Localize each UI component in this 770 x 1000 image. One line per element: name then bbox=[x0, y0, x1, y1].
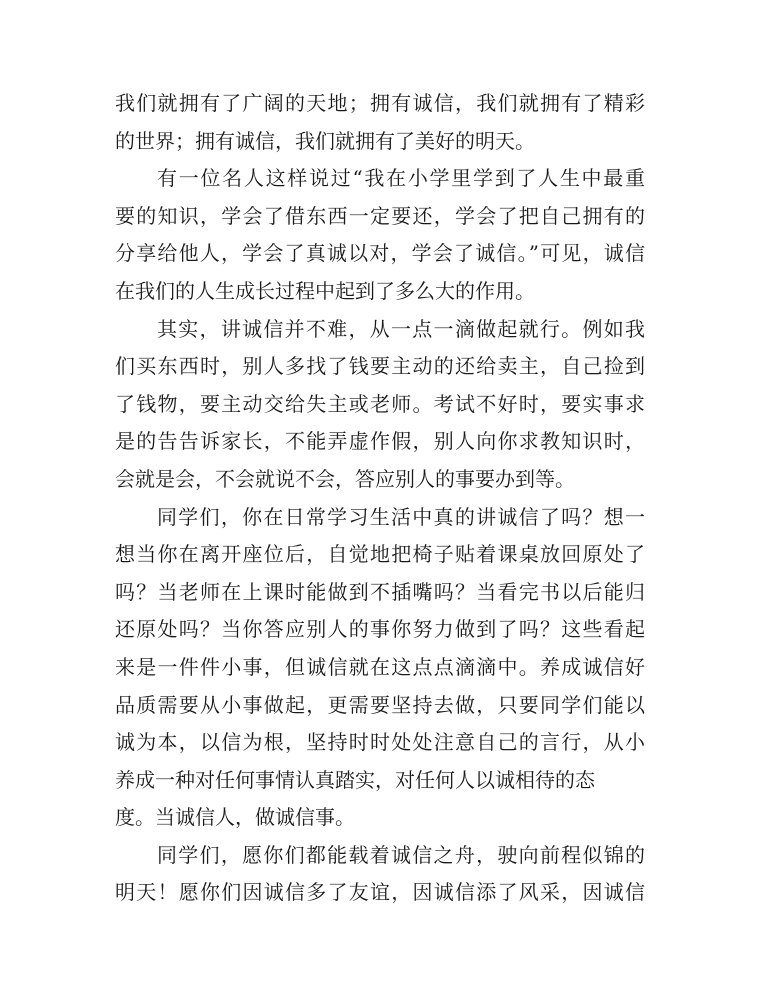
text-line: 了钱物，要主动交给失主或老师。考试不好时，要实事求 bbox=[115, 391, 645, 416]
text-line: 们买东西时，别人多找了钱要主动的还给卖主，自己捡到 bbox=[115, 354, 645, 379]
text-line: 在我们的人生成长过程中起到了多么大的作用。 bbox=[115, 278, 535, 303]
text-line: 度。当诚信人，做诚信事。 bbox=[115, 805, 355, 830]
text-line: 是的告告诉家长，不能弄虚作假，别人向你求教知识时， bbox=[115, 429, 645, 454]
paragraph-first-line: 同学们，你在日常学习生活中真的讲诚信了吗？想一 bbox=[157, 504, 645, 529]
text-line: 还原处吗？当你答应别人的事你努力做到了吗？这些看起 bbox=[115, 617, 645, 642]
document-body bbox=[115, 85, 645, 912]
paragraph-first-line: 其实，讲诚信并不难，从一点一滴做起就行。例如我 bbox=[157, 316, 645, 341]
text-line: 我们就拥有了广阔的天地；拥有诚信，我们就拥有了精彩 bbox=[115, 91, 645, 115]
paragraph-first-line: 同学们，愿你们都能载着诚信之舟，驶向前程似锦的 bbox=[157, 842, 645, 867]
text-line: 的世界；拥有诚信，我们就拥有了美好的明天。 bbox=[115, 128, 535, 153]
text-line: 分享给他人，学会了真诚以对，学会了诚信。”可见，诚信 bbox=[115, 241, 645, 266]
text-line: 要的知识，学会了借东西一定要还，学会了把自己拥有的 bbox=[115, 203, 645, 228]
text-line: 明天！愿你们因诚信多了友谊，因诚信添了风采，因诚信 bbox=[115, 880, 645, 905]
text-line: 会就是会，不会就说不会，答应别人的事要办到等。 bbox=[115, 466, 575, 491]
text-line: 诚为本，以信为根，坚持时时处处注意自己的言行，从小 bbox=[115, 730, 645, 755]
text-line: 来是一件件小事，但诚信就在这点点滴滴中。养成诚信好 bbox=[115, 654, 645, 679]
paragraph-first-line: 有一位名人这样说过“我在小学里学到了人生中最重 bbox=[157, 166, 645, 191]
text-line: 品质需要从小事做起，更需要坚持去做，只要同学们能以 bbox=[115, 692, 645, 717]
text-line: 养成一种对任何事情认真踏实，对任何人以诚相待的态 bbox=[115, 767, 595, 792]
text-line: 吗？当老师在上课时能做到不插嘴吗？当看完书以后能归 bbox=[115, 579, 645, 604]
text-line: 想当你在离开座位后，自觉地把椅子贴着课桌放回原处了 bbox=[115, 542, 645, 567]
